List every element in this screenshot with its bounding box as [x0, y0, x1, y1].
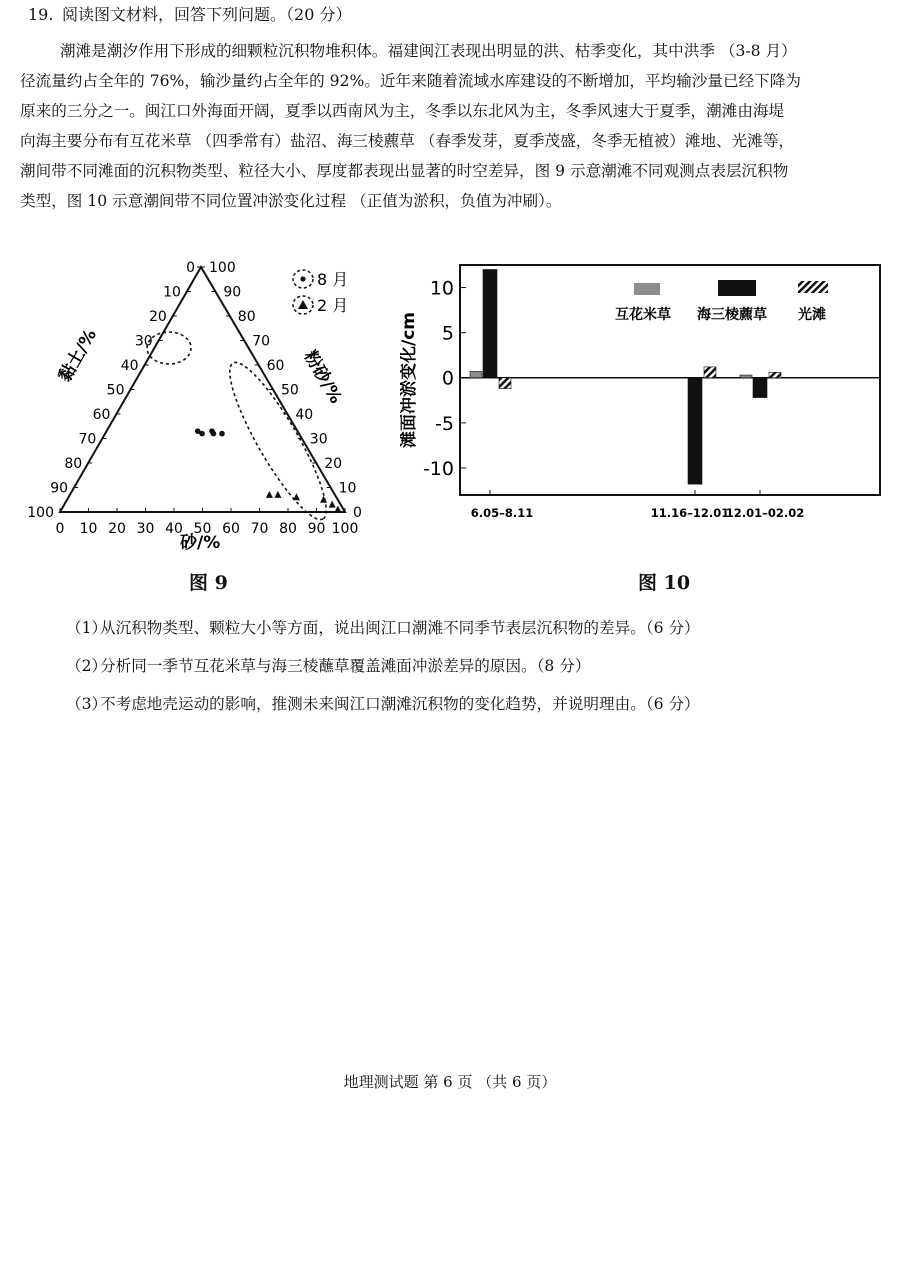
passage-line: 潮间带不同滩面的沉积物类型、粒径大小、厚度都表现出显著的时空差异，图 9 示意潮滩不同观测点表层沉积物 [20, 162, 789, 180]
silt-tick-label: 40 [295, 407, 314, 423]
legend-label-bare: 光滩 [798, 307, 826, 323]
x-tick-label: 6.05–8.11 [470, 506, 534, 520]
bar-scirpus [753, 378, 767, 398]
passage [20, 36, 884, 216]
silt-tick-label: 90 [223, 284, 242, 301]
sand-tick-label: 0 [55, 521, 65, 537]
clay-tick-label: 60 [92, 407, 111, 423]
bar-bare [499, 378, 511, 389]
bar-chart [400, 258, 890, 528]
feb-sample-point [293, 493, 300, 500]
sub-question-number: （3） [66, 695, 108, 713]
sub-question-text: 不考虑地壳运动的影响，推测未来闽江口潮滩沉积物的变化趋势，并说明理由。（6 分） [100, 695, 700, 713]
silt-tick-label: 60 [266, 358, 285, 374]
sand-tick-label: 20 [108, 521, 126, 537]
passage-line: 类型，图 10 示意潮间带不同位置冲淤变化过程 （正值为淤积，负值为冲刷）。 [20, 192, 562, 210]
question-prompt: 阅读图文材料，回答下列问题。 [62, 5, 287, 24]
y-tick-label: -5 [435, 412, 454, 435]
clay-axis-label: 黏土/% [55, 325, 101, 386]
aug-sample-point [219, 431, 225, 437]
legend-label-spartina: 互花米草 [615, 307, 671, 323]
legend-label-scirpus: 海三棱藨草 [697, 307, 767, 323]
sand-tick-label: 60 [222, 521, 240, 537]
legend-aug-dot [300, 276, 305, 281]
legend [293, 270, 348, 315]
clay-tick-label: 90 [50, 480, 69, 497]
x-tick-label: 12.01–02.02 [725, 506, 805, 520]
clay-tick-label: 30 [134, 333, 153, 350]
silt-tick-label: 30 [309, 431, 328, 448]
legend-feb-triangle [298, 300, 308, 309]
sand-tick-label: 70 [250, 521, 269, 537]
y-tick-label: 0 [441, 367, 454, 390]
silt-axis-label: 粉砂/% [299, 347, 346, 408]
legend [615, 280, 828, 323]
clay-tick-label: 100 [27, 505, 54, 521]
legend-swatch-scirpus [718, 280, 756, 296]
sand-tick-label: 10 [79, 521, 98, 537]
legend-swatch-bare [798, 281, 828, 293]
question-header [28, 2, 351, 25]
aug-sample-point [211, 431, 217, 437]
y-tick-label: -10 [422, 457, 454, 480]
ternary-diagram [20, 255, 380, 555]
passage-line: 向海主要分布有互花米草 （四季常有）盐沼、海三棱藨草 （春季发芽，夏季茂盛，冬季无植被）滩地、光滩等， [20, 132, 795, 150]
clay-tick-label: 50 [106, 382, 125, 399]
bars [470, 270, 781, 485]
sand-tick-label: 50 [193, 521, 212, 537]
question-number: 19. [28, 5, 54, 24]
passage-line: 径流量约占全年的 76%，输沙量约占全年的 92%。近年来随着流域水库建设的不断增加，平均输沙量已经下降为 [20, 72, 801, 90]
silt-tick-label: 80 [237, 309, 256, 325]
passage-line: 原来的三分之一。闽江口外海面开阔，夏季以西南风为主，冬季以东北风为主，冬季风速大于夏季，潮滩由海堤 [20, 102, 785, 120]
sub-question-2 [66, 654, 591, 676]
clay-tick-label: 70 [78, 431, 97, 448]
sand-axis-label: 砂/% [180, 533, 221, 553]
bar-spartina [740, 375, 752, 378]
figure-10-caption: 图 10 [638, 572, 691, 594]
figure-9 [20, 255, 380, 555]
bar-scirpus [688, 378, 702, 484]
passage-line: 潮滩是潮汐作用下形成的细颗粒沉积物堆积体。福建闽江表现出明显的洪、枯季变化，其中洪季 （3-8 月） [60, 42, 797, 60]
sand-tick-label: 80 [279, 521, 297, 537]
sub-question-number: （1） [66, 619, 108, 637]
page-footer: 地理测试题 第 6 页 （共 6 页） [343, 1073, 557, 1091]
feb-sample-point [266, 491, 273, 498]
figure-10 [400, 258, 890, 528]
sub-question-text: 分析同一季节互花米草与海三棱蘸草覆盖滩面冲淤差异的原因。（8 分） [100, 657, 591, 675]
silt-tick-label: 70 [252, 333, 271, 350]
x-tick-label: 11.16–12.01 [650, 506, 730, 520]
sand-tick-label: 90 [307, 521, 326, 537]
bar-spartina [470, 371, 482, 377]
clay-tick-label: 40 [120, 358, 139, 374]
sand-tick-label: 40 [165, 521, 183, 537]
feb-sample-point [320, 496, 327, 503]
bar-bare [769, 372, 781, 377]
question-score: （20 分） [286, 5, 352, 24]
plot-frame [460, 265, 880, 495]
feb-sample-point [334, 506, 341, 513]
clay-tick-label: 20 [148, 309, 167, 325]
silt-tick-label: 10 [338, 480, 357, 497]
feb-sample-point [329, 501, 336, 508]
legend-feb-label: 2 月 [317, 296, 349, 315]
silt-tick-label: 100 [209, 260, 236, 276]
sand-tick-label: 30 [136, 521, 155, 537]
sub-question-text: 从沉积物类型、颗粒大小等方面，说出闽江口潮滩不同季节表层沉积物的差异。（6 分） [100, 619, 700, 637]
clay-tick-label: 80 [64, 456, 83, 472]
silt-tick-label: 50 [281, 382, 299, 399]
bar-bare [704, 367, 716, 378]
silt-tick-label: 0 [353, 505, 362, 521]
bar-scirpus [483, 270, 497, 378]
feb-sample-point [274, 491, 281, 498]
clay-tick-label: 10 [163, 284, 181, 301]
y-axis-label: 滩面冲淤变化/cm [400, 312, 419, 448]
sub-question-number: （2） [66, 657, 108, 675]
sub-question-1 [66, 616, 700, 638]
sub-question-3 [66, 692, 700, 714]
legend-aug-label: 8 月 [317, 270, 349, 289]
sand-tick-label: 100 [331, 521, 359, 537]
clay-axis-ticks [27, 260, 205, 521]
figure-9-caption: 图 9 [189, 572, 228, 594]
y-tick-label: 10 [429, 277, 454, 300]
clay-tick-label: 0 [186, 260, 195, 276]
aug-sample-point [199, 431, 205, 437]
legend-swatch-spartina [634, 283, 660, 295]
y-tick-label: 5 [441, 322, 454, 345]
silt-tick-label: 20 [324, 456, 343, 472]
